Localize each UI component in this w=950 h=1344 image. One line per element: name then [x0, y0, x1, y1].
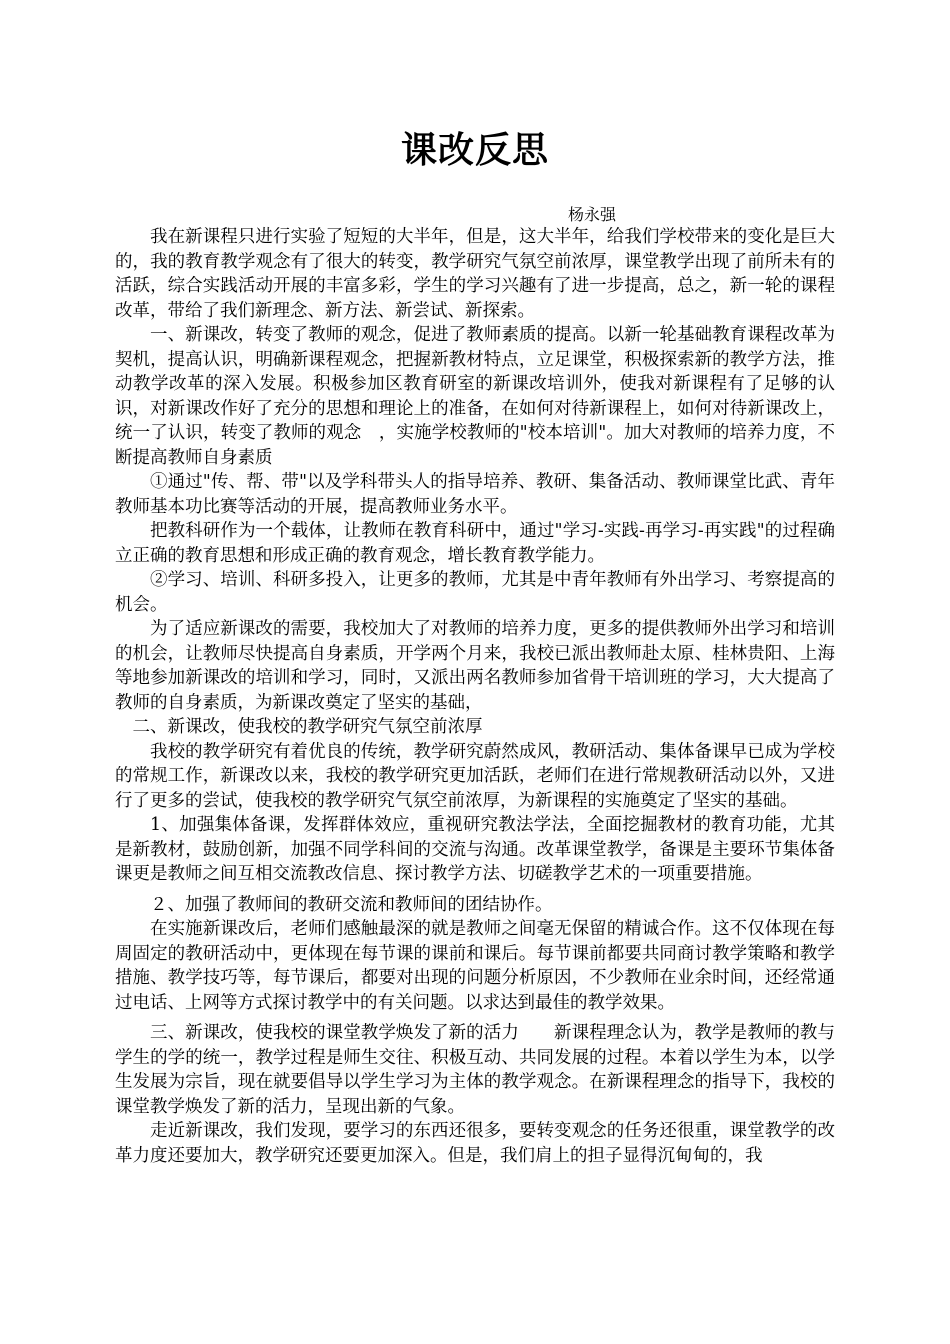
- paragraph-cooperation-detail: 在实施新课改后，老师们感触最深的就是教师之间毫无保留的精诚合作。这不仅体现在每周固定的教研活动中，更体现在每节课的课前和课后。每节课前都要共同商讨教学策略和教学措施、教学技巧等，每节课后，都要对出现的问题分析原因，不少教师在业余时间，还经常通过电话、上网等方式探讨教学中的有关问题。以求达到最佳的教学效果。: [115, 919, 835, 1013]
- document-body: [115, 200, 835, 1168]
- paragraph-research-tradition: 我校的教学研究有着优良的传统，教学研究蔚然成风，教研活动、集体备课早已成为学校的常规工作，新课改以来，我校的教学研究更加活跃，老师们在进行常规教研活动以外，又进行了更多的尝试，使我校的教学研究气氛空前浓厚，为新课程的实施奠定了坚实的基础。: [115, 741, 835, 811]
- paragraph-collective-prep: 1、加强集体备课，发挥群体效应，重视研究教法学法，全面挖掘教材的教育功能，尤其是新教材，鼓励创新，加强不同学科间的交流与沟通。改革课堂教学，备课是主要环节集体备课更是教师之间互相交流教改信息、探讨教学方法、切磋教学艺术的一项重要措施。: [115, 815, 835, 884]
- paragraph-closing: 走近新课改，我们发现，要学习的东西还很多，要转变观念的任务还很重，课堂教学的改革力度还要加大，教学研究还要更加深入。但是，我们肩上的担子显得沉甸甸的，我: [115, 1121, 835, 1166]
- document-author: 杨永强: [568, 205, 617, 224]
- paragraph-item-one: ①通过"传、帮、带"以及学科带头人的指导培养、教研、集备活动、教师课堂比武、青年教师基本功比赛等活动的开展，提高教师业务水平。: [115, 472, 835, 517]
- paragraph-teacher-cooperation: ２、加强了教师间的教研交流和教师间的团结协作。: [150, 894, 553, 915]
- body-top-spacer: [115, 200, 835, 225]
- paragraph-section-two-heading: 二、新课改，使我校的教学研究气氛空前浓厚: [132, 717, 483, 737]
- document-title: 课改反思: [400, 129, 549, 171]
- paragraph-research-carrier: 把教科研作为一个载体，让教师在教育科研中，通过"学习-实践-再学习-再实践"的过程确立正确的教育思想和形成正确的教育观念，增长教育教学能力。: [115, 521, 835, 566]
- paragraph-item-two: ②学习、培训、科研多投入，让更多的教师，尤其是中青年教师有外出学习、考察提高的机会。: [115, 570, 835, 615]
- paragraph-intro: 我在新课程只进行实验了短短的大半年，但是，这大半年，给我们学校带来的变化是巨大的，我的教育教学观念有了很大的转变，教学研究气氛空前浓厚，课堂教学出现了前所未有的活跃，综合实践活动开展的丰富多彩，学生的学习兴趣有了进一步提高，总之，新一轮的课程改革，带给了我们新理念、新方法、新尝试、新探索。: [115, 227, 835, 321]
- paragraph-training: 为了适应新课改的需要，我校加大了对教师的培养力度，更多的提供教师外出学习和培训的机会，让教师尽快提高自身素质，开学两个月来，我校已派出教师赴太原、桂林贵阳、上海等地参加新课改的培训和学习，同时，又派出两名教师参加省骨干培训班的学习，大大提高了教师的自身素质，为新课改奠定了坚实的基础，: [115, 619, 835, 713]
- paragraph-section-three: 三、新课改，使我校的课堂教学焕发了新的活力 新课程理念认为，教学是教师的教与学生的学的统一，教学过程是师生交往、积极互动、共同发展的过程。本着以学生为本，以学生发展为宗旨，现在就要倡导以学生学习为主体的教学观念。在新课程理念的指导下，我校的课堂教学焕发了新的活力，呈现出新的气象。: [115, 1023, 835, 1117]
- paragraph-section-one: 一、新课改，转变了教师的观念，促进了教师素质的提高。以新一轮基础教育课程改革为契机，提高认识，明确新课程观念，把握新教材特点，立足课堂，积极探索新的教学方法，推动教学改革的深入发展。积极参加区教育研室的新课改培训外，使我对新课程有了足够的认识，对新课改作好了充分的思想和理论上的准备，在如何对待新课程上，如何对待新课改上，统一了认识，转变了教师的观念 ，实施学校教师的"校本培训"。加大对教师的培养力度，不断提高教师自身素质: [115, 325, 835, 468]
